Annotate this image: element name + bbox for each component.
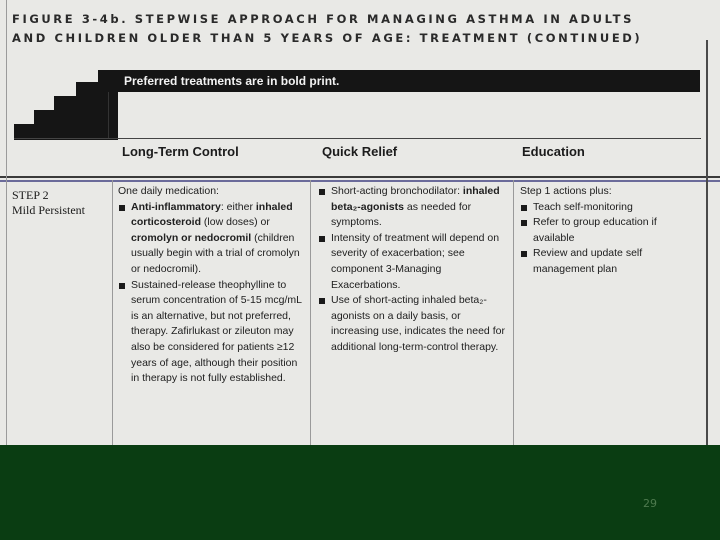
- quick-relief-cell: [318, 184, 508, 356]
- list-item: Refer to group education if available: [520, 215, 700, 246]
- staircase-graphic: [14, 70, 118, 140]
- figure-title: [12, 10, 652, 48]
- long-term-control-cell: [118, 184, 308, 387]
- list-item: Sustained-release theophylline to serum concentration of 5-15 mcg/mL is an alternative, but not preferred, therapy. Zafirlukast or zileuton may also be considered for patients ≥12 years of age, although their position in therapy is not fully established.: [118, 278, 308, 387]
- slide-page-number: 29: [643, 497, 657, 510]
- figure-title-line1: FIGURE 3-4b. STEPWISE APPROACH FOR MANAGING ASTHMA IN ADULTS: [12, 12, 634, 26]
- bullet-icon: [319, 298, 325, 304]
- header-divider: [14, 138, 700, 139]
- list-item: Use of short-acting inhaled beta₂-agonists on a daily basis, or increasing use, indicates the need for additional long-term-control therapy.: [318, 293, 508, 355]
- column-divider-3: [513, 180, 514, 445]
- bullet-icon: [521, 220, 527, 226]
- column-header-long-term: Long-Term Control: [122, 144, 239, 159]
- list-item: Intensity of treatment will depend on severity of exacerbation; see component 3-Managing Exacerbations.: [318, 231, 508, 293]
- list-item: Review and update self management plan: [520, 246, 700, 277]
- bullet-icon: [319, 236, 325, 242]
- long-term-intro: One daily medication:: [118, 185, 219, 197]
- bullet-icon: [521, 251, 527, 257]
- education-cell: [520, 184, 700, 278]
- frame-left-line: [6, 0, 7, 445]
- banner-box: [108, 92, 701, 139]
- bullet-icon: [521, 205, 527, 211]
- step-severity: Mild Persistent: [12, 203, 86, 217]
- bullet-icon: [119, 205, 125, 211]
- bullet-icon: [119, 283, 125, 289]
- column-header-quick-relief: Quick Relief: [322, 144, 398, 159]
- education-intro: Step 1 actions plus:: [520, 185, 612, 197]
- step-label: [12, 188, 85, 218]
- list-item: Anti-inflammatory: either inhaled corticosteroid (low doses) or cromolyn or nedocromil (children usually begin with a trial of cromolyn or nedocromil).: [118, 200, 308, 278]
- column-divider-2: [310, 180, 311, 445]
- frame-accent-line: [0, 180, 720, 182]
- frame-top-line: [0, 176, 720, 178]
- step-number: STEP 2: [12, 188, 49, 202]
- bullet-icon: [319, 189, 325, 195]
- preferred-treatments-banner: [118, 70, 700, 92]
- figure-title-line2: AND CHILDREN OLDER THAN 5 YEARS OF AGE: TREATMENT (CONTINUED): [12, 31, 643, 45]
- column-divider-1: [112, 180, 113, 445]
- column-header-education: Education: [522, 144, 585, 159]
- banner-text: Preferred treatments are in bold print.: [124, 74, 340, 88]
- frame-right-line: [706, 40, 708, 445]
- list-item: Short-acting bronchodilator: inhaled beta₂-agonists as needed for symptoms.: [318, 184, 508, 231]
- list-item: Teach self-monitoring: [520, 200, 700, 216]
